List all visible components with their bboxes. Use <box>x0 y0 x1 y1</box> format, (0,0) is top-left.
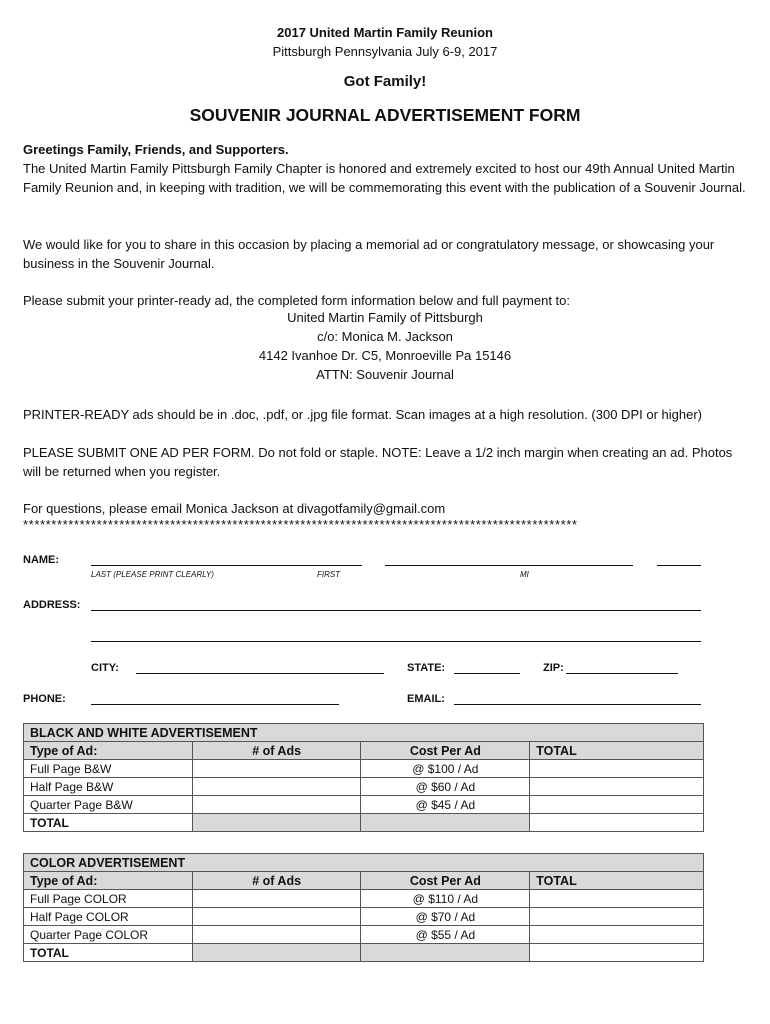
total-cell[interactable] <box>530 908 704 926</box>
zip-field[interactable] <box>566 673 678 674</box>
greeting: Greetings Family, Friends, and Supporters. <box>23 142 289 157</box>
ad-type: Full Page B&W <box>24 760 193 778</box>
bw-col-type: Type of Ad: <box>24 742 193 760</box>
num-ads-cell[interactable] <box>192 778 361 796</box>
cost-cell: @ $60 / Ad <box>361 778 530 796</box>
table-row <box>24 926 704 944</box>
num-ads-cell[interactable] <box>192 760 361 778</box>
total-row <box>24 814 704 832</box>
color-total-label: TOTAL <box>24 944 193 962</box>
bw-grand-total-cell[interactable] <box>530 814 704 832</box>
total-cell[interactable] <box>530 778 704 796</box>
grey-cell <box>192 944 361 962</box>
ad-type: Half Page B&W <box>24 778 193 796</box>
color-col-total: TOTAL <box>530 872 704 890</box>
mailing-address-line-2: c/o: Monica M. Jackson <box>317 329 453 344</box>
ad-type: Quarter Page COLOR <box>24 926 193 944</box>
bw-ad-table <box>23 723 704 832</box>
bw-col-total: TOTAL <box>530 742 704 760</box>
last-name-hint: LAST (PLEASE PRINT CLEARLY) <box>91 570 214 579</box>
table-row <box>24 760 704 778</box>
reunion-title: 2017 United Martin Family Reunion <box>277 25 493 40</box>
grey-cell <box>361 944 530 962</box>
bw-col-num: # of Ads <box>192 742 361 760</box>
bw-col-cost: Cost Per Ad <box>361 742 530 760</box>
first-name-hint: FIRST <box>317 570 341 579</box>
name-label: NAME: <box>23 554 60 566</box>
state-label: STATE: <box>407 662 446 674</box>
bw-table-title: BLACK AND WHITE ADVERTISEMENT <box>24 724 704 742</box>
table-row <box>24 890 704 908</box>
cost-cell: @ $100 / Ad <box>361 760 530 778</box>
intro-paragraph-1: The United Martin Family Pittsburgh Family Chapter is honored and extremely excited to host our 49th Annual United Martin Family Reunion and, in keeping with tradition, we will be commemorating this event with the publication of a Souvenir Journal. <box>23 161 746 195</box>
mailing-address-line-4: ATTN: Souvenir Journal <box>316 367 454 382</box>
color-grand-total-cell[interactable] <box>530 944 704 962</box>
middle-initial-hint: MI <box>520 570 529 579</box>
form-title: SOUVENIR JOURNAL ADVERTISEMENT FORM <box>189 105 581 125</box>
ad-type: Full Page COLOR <box>24 890 193 908</box>
phone-field[interactable] <box>91 704 339 705</box>
grey-cell <box>361 814 530 832</box>
num-ads-cell[interactable] <box>192 890 361 908</box>
address-label: ADDRESS: <box>23 599 81 611</box>
cost-cell: @ $45 / Ad <box>361 796 530 814</box>
table-row <box>24 908 704 926</box>
intro-paragraph-3: Please submit your printer-ready ad, the completed form information below and full payment to: <box>23 293 570 308</box>
table-row <box>24 778 704 796</box>
zip-label: ZIP: <box>543 662 564 674</box>
num-ads-cell[interactable] <box>192 908 361 926</box>
grey-cell <box>192 814 361 832</box>
num-ads-cell[interactable] <box>192 796 361 814</box>
cost-cell: @ $55 / Ad <box>361 926 530 944</box>
reunion-location: Pittsburgh Pennsylvania July 6-9, 2017 <box>272 44 498 59</box>
state-field[interactable] <box>454 673 520 674</box>
color-col-cost: Cost Per Ad <box>361 872 530 890</box>
total-row <box>24 944 704 962</box>
ad-type: Quarter Page B&W <box>24 796 193 814</box>
table-row <box>24 796 704 814</box>
total-cell[interactable] <box>530 760 704 778</box>
separator: ************************************************************************************************** <box>23 517 578 532</box>
submission-note: PLEASE SUBMIT ONE AD PER FORM. Do not fold or staple. NOTE: Leave a 1/2 inch margin when creating an ad. Photos will be returned when you register. <box>23 445 733 479</box>
mailing-address-line-3: 4142 Ivanhoe Dr. C5, Monroeville Pa 15146 <box>258 348 512 363</box>
total-cell[interactable] <box>530 926 704 944</box>
color-ad-table <box>23 853 704 962</box>
ad-type: Half Page COLOR <box>24 908 193 926</box>
mailing-address-line-1: United Martin Family of Pittsburgh <box>287 310 483 325</box>
middle-initial-field[interactable] <box>657 565 701 566</box>
color-table-title: COLOR ADVERTISEMENT <box>24 854 704 872</box>
file-format-note: PRINTER-READY ads should be in .doc, .pdf, or .jpg file format. Scan images at a high resolution. (300 DPI or higher) <box>23 407 702 422</box>
email-field[interactable] <box>454 704 701 705</box>
tagline: Got Family! <box>343 73 427 90</box>
intro-paragraph-2: We would like for you to share in this occasion by placing a memorial ad or congratulatory message, or showcasing your business in the Souvenir Journal. <box>23 237 715 271</box>
contact-note: For questions, please email Monica Jackson at divagotfamily@gmail.com <box>23 501 446 516</box>
address-field-2[interactable] <box>91 641 701 642</box>
city-field[interactable] <box>136 673 384 674</box>
color-col-num: # of Ads <box>192 872 361 890</box>
last-name-field[interactable] <box>91 565 362 566</box>
total-cell[interactable] <box>530 796 704 814</box>
phone-label: PHONE: <box>23 693 66 705</box>
cost-cell: @ $110 / Ad <box>361 890 530 908</box>
bw-total-label: TOTAL <box>24 814 193 832</box>
total-cell[interactable] <box>530 890 704 908</box>
num-ads-cell[interactable] <box>192 926 361 944</box>
cost-cell: @ $70 / Ad <box>361 908 530 926</box>
city-label: CITY: <box>91 662 119 674</box>
address-field-1[interactable] <box>91 610 701 611</box>
color-col-type: Type of Ad: <box>24 872 193 890</box>
first-name-field[interactable] <box>385 565 633 566</box>
email-label: EMAIL: <box>407 693 445 705</box>
